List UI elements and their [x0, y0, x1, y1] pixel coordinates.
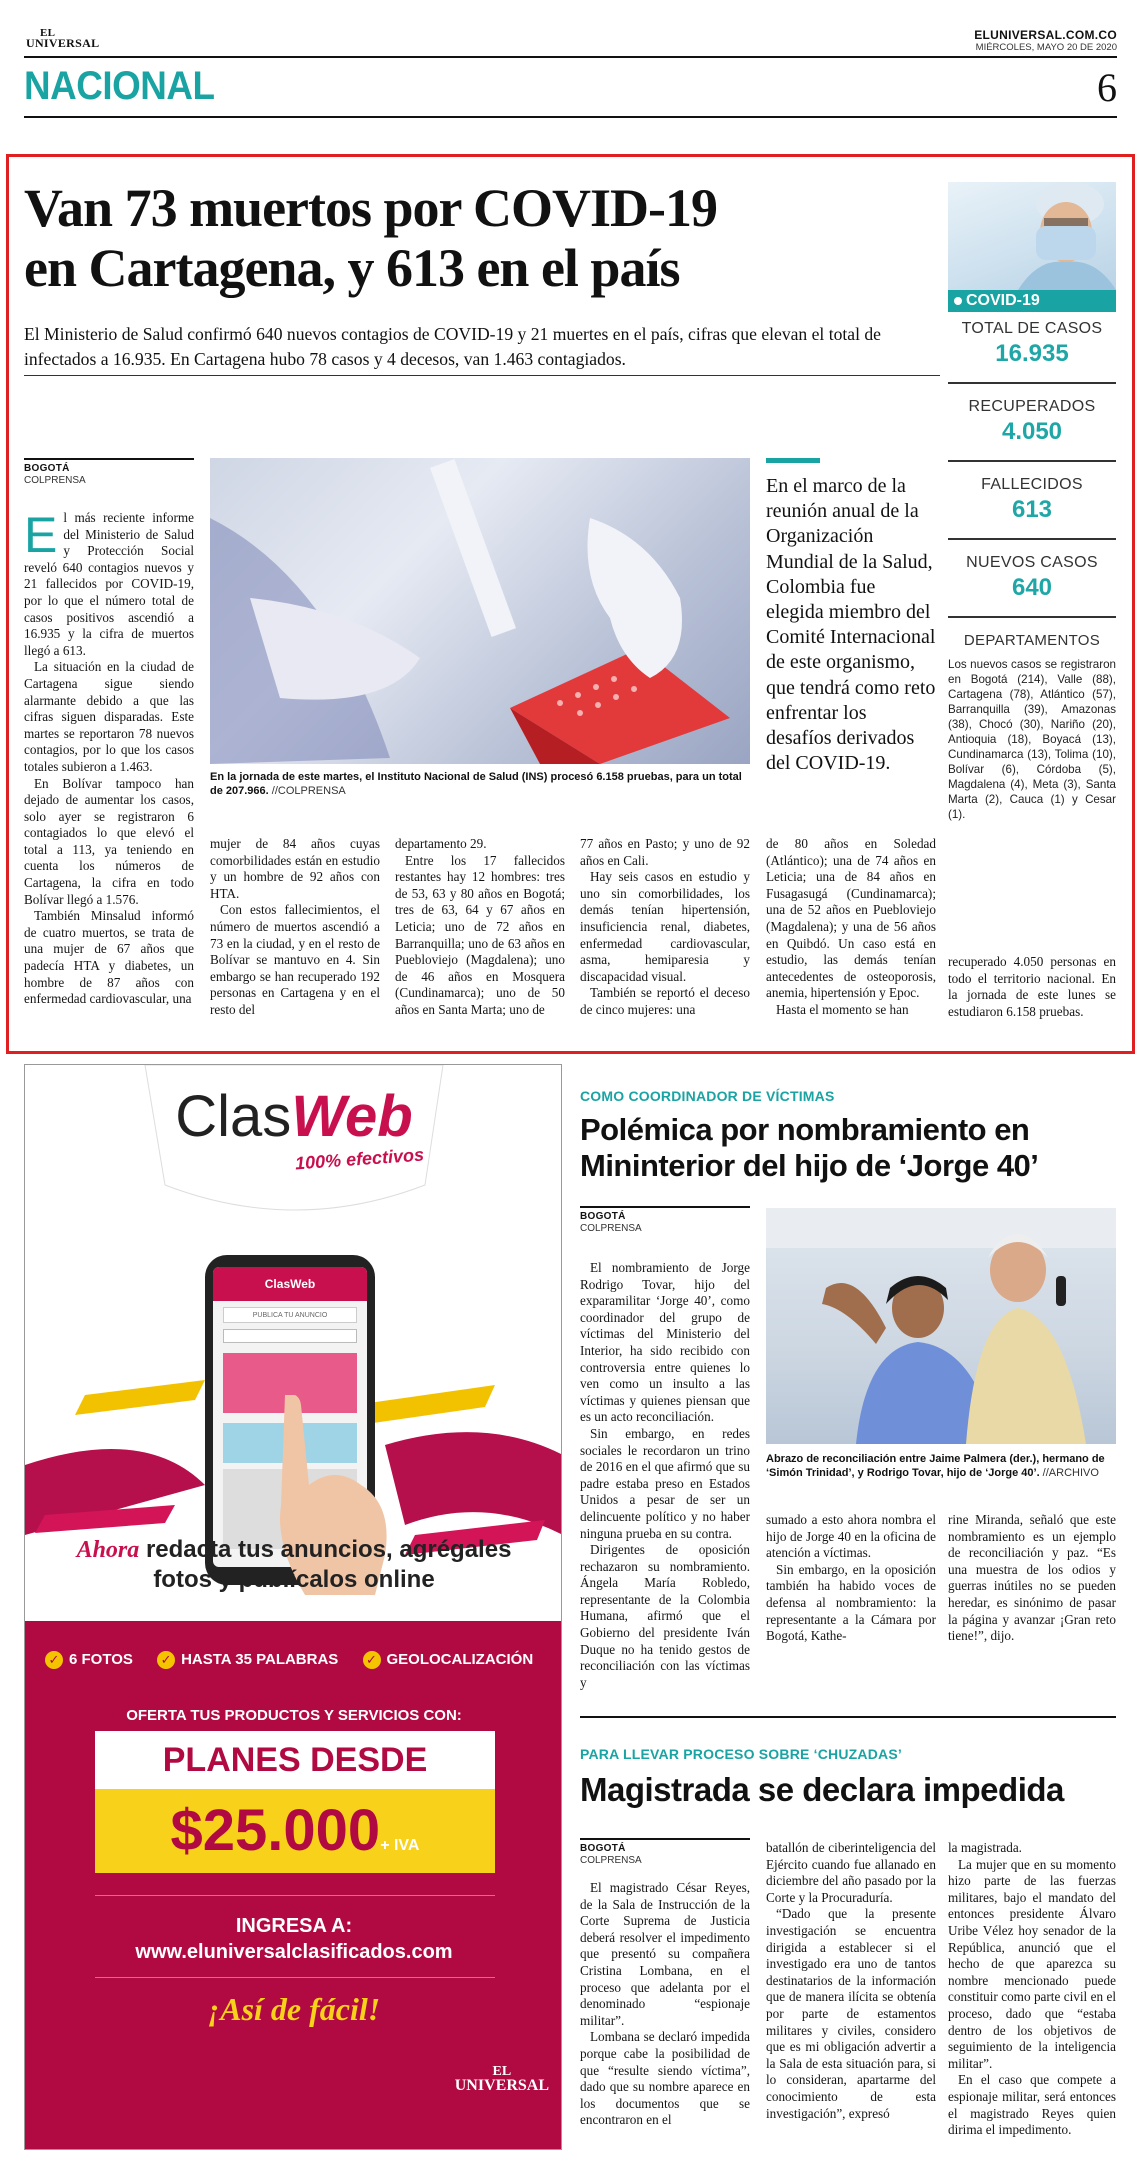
phone-publish-button: PUBLICA TU ANUNCIO — [223, 1307, 357, 1323]
drop-cap: E — [24, 507, 58, 563]
story3-kicker: PARA LLEVAR PROCESO SOBRE ‘CHUZADAS’ — [580, 1746, 902, 1762]
story2-col-2: sumado a esto ahora nombra el hijo de Jorge 40 en la oficina de atención a víctimas. Sin embargo, en la oposición también ha habido voces de defensa al nombramiento: la representante a la Cámara por Bogotá, Kathe- — [766, 1512, 936, 1644]
stat-total-cases: TOTAL DE CASOS 16.935 — [961, 320, 1103, 367]
section-title: NACIONAL — [24, 64, 215, 108]
story2-headline: Polémica por nombramiento en Mininterior del hijo de ‘Jorge 40’ — [580, 1112, 1039, 1183]
deck-rule — [24, 375, 940, 376]
ad-top — [25, 1065, 562, 1621]
pullquote-accent — [766, 458, 820, 463]
pullquote: En el marco de la reunión anual de la Organización Mundial de la Salud, Colombia fue elegida miembro del Comité Internacional de este organismo, que tendrá como reto enfrentar los desafíos derivados del COVID-19. — [766, 475, 936, 775]
section-rule — [24, 116, 1117, 118]
clasweb-ad[interactable] — [24, 1064, 562, 2150]
lab-photo — [210, 458, 750, 764]
main-col-5: de 80 años en Soledad (Atlántico); una de 74 años en Leticia; una de 84 años en Fusagasugá (Cundinamarca); una de 52 años en Puebloviejo (Magdalena); y una de 56 años en Quibdó. Un caso está en estudio, las demás tenían antecedentes de osteoporosis, anemia, hipertensión y Epoc. Hasta el momento se han — [766, 836, 936, 1017]
story3-col-3: la magistrada. La mujer que en su momento hizo parte de las fuerzas militares, bajo el mandato del entonces presidente Álvaro Uribe Vélez hoy senador de la República, anunció que el hecho de que aparezca su nombre mencionado puede constituir como parte civil en el proceso, dado que “estaba dentro de los objetivos de seguimiento de la inteligencia militar”. En el caso que compete a espionaje militar, será entonces el magistrado Reyes quien dirima el impedimento. — [948, 1840, 1116, 2138]
covid-sidebar — [948, 182, 1116, 1022]
masthead-site: ELUNIVERSAL.COM.CO — [974, 28, 1117, 42]
doctor-illustration — [948, 182, 1116, 290]
ad-features — [45, 1651, 545, 1669]
stat-rule — [948, 460, 1116, 462]
check-icon: ✓ — [363, 1651, 381, 1669]
stat-new-cases: NUEVOS CASOS 640 — [966, 554, 1098, 601]
story3-col-1: El magistrado César Reyes, de la Sala de Instrucción de la Corte Suprema de Justicia deberá resolver el impedimento que presentó su compañera Cristina Lombana, en el proceso que adelanta por el denominado “espionaje militar”. Lombana se declaró impedida porque cabe la posibilidad de que “resulte siendo víctima”, dado que su nombre aparece en los documentos que se encontraron en el — [580, 1880, 750, 2128]
main-deck: El Ministerio de Salud confirmó 640 nuevos contagios de COVID-19 y 21 muertes en el país, cifras que elevan el total de infectados a 16.935. En Cartagena hubo 78 casos y 4 decesos, van 1.463 contagiados. — [24, 324, 881, 369]
feature-geo: ✓ GEOLOCALIZACIÓN — [363, 1651, 534, 1668]
reconciliation-photo — [766, 1208, 1116, 1444]
ad-plans-box: PLANES DESDE — [95, 1731, 495, 1789]
main-col-2: mujer de 84 años cuyas comorbilidades están en estudio y un hombre de 92 años con HTA. Con estos fallecimientos, el número de muertos ascendió a 73 en la ciudad, y en el resto de Bolívar se mantuvo en 4. Sin embargo se han recuperado 192 personas en Cartagena y en el resto del — [210, 836, 380, 1017]
main-col-1: El más reciente informe del Ministerio de Salud y Protección Social reveló 640 contagios nuevos y 21 fallecidos por COVID-19, por lo que el número total de casos positivos ascendió a 16.935 y la cifra de muertos llegó a 613. La situación en la ciudad de Cartagena sigue siendo alarmante debido a que las cifras siguen disparadas. Este martes se reportaron 78 nuevos contagios, por lo que los casos totales subieron a 1.463. En Bolívar tampoco han dejado de aumentar los casos, solo ayer se registraron 6 contagiados lo que elevó el total a 113, ya teniendo en cuenta los números de Cartagena, la cifra en todo Bolívar llegó a 1.576. También Minsalud informó de cuatro muertos, se trata de una mujer de 67 años que padecía HTA y diabetes, un hombre de 87 años con enfermedad cardiovascular, una — [24, 507, 194, 1007]
departments-text: Los nuevos casos se registraron en Bogotá (214), Valle (88), Cartagena (78), Atlántico (57), Barranquilla (39), Amazonas (38), Chocó (30), Nariño (20), Antioquia (18), Boyacá (13), Cundinamarca (13), Tolima (10), Bolívar (6), Córdoba (5), Magdalena (4), Meta (3), Santa Marta (2), Cauca (1) y Cesar (1). — [948, 658, 1116, 821]
main-col-3: departamento 29. Entre los 17 fallecidos restantes hay 12 hombres: tres de 53, 63 y 80 años en Bogotá; tres de 63, 64 y 67 años en Leticia; uno de 72 años en Barranquilla; uno de 63 años en Puebloviejo (Magdalena); uno de 46 años en Mosquera (Cundinamarca); uno de 50 años en Santa Marta; uno de — [395, 836, 565, 1017]
phone-search-bar — [223, 1329, 357, 1343]
stat-recovered: RECUPERADOS 4.050 — [968, 398, 1096, 445]
ad-url[interactable]: www.eluniversalclasificados.com — [135, 1941, 453, 1963]
story3-headline: Magistrada se declara impedida — [580, 1771, 1064, 1808]
doctor-photo — [948, 182, 1116, 290]
phone-header: ClasWeb — [213, 1267, 367, 1301]
stat-rule — [948, 616, 1116, 618]
stat-deceased: FALLECIDOS 613 — [981, 476, 1083, 523]
feature-photos: ✓ 6 FOTOS — [45, 1651, 133, 1668]
ad-eluniversal-logo: EL UNIVERSAL — [454, 2064, 549, 2094]
clasweb-logo: ClasWeb — [175, 1084, 413, 1149]
main-dateline: BOGOTÁ COLPRENSA — [24, 458, 194, 487]
reconciliation-caption: Abrazo de reconciliación entre Jaime Palmera (der.), hermano de ‘Simón Trinidad’, y Rodrigo Tovar, hijo de ‘Jorge 40’. //ARCHIVO — [766, 1453, 1105, 1479]
reconciliation-illustration — [766, 1208, 1116, 1444]
check-icon: ✓ — [45, 1651, 63, 1669]
stat-rule — [948, 538, 1116, 540]
story2-col-1: El nombramiento de Jorge Rodrigo Tovar, hijo del exparamilitar ‘Jorge 40’, como coordinador del grupo de víctimas del Ministerio del Interior, ha sido recibido con controversia entre quienes lo ven como un insulto a las víctimas y quienes piensan que es un acto reconciliación. Sin embargo, en redes sociales le recordaron un trino de 2016 en el que afirmó que su padre estaba preso en Estados Unidos a pesar de ser un delincuente político y no haber ninguna prueba en su contra. Dirigentes de oposición rechazaron su nombramiento. Ángela María Robledo, representante de la Colombia Humana, afirmó que el Gobierno del presidente Iván Duque no ha tenido gestos de reconciliación con las víctimas y — [580, 1260, 750, 1690]
story3-col-2: batallón de ciberinteligencia del Ejército cuando fue allanado en diciembre del año pasado por la Corte y la Procuraduría. “Dado que la presente investigación se encuentra dirigida a establecer si el investigado era uno de tantos destinatarios de la información que de manera ilícita se obtenía por parte de estamentos militares y civiles, considero que es mi obligación advertir a la Sala de esta situación para, si lo consideran, apartarme del conocimiento de esta investigación”, expresó — [766, 1840, 936, 2121]
ad-price-box: $25.000+ IVA — [95, 1789, 495, 1873]
main-headline: Van 73 muertos por COVID-19 en Cartagena, y 613 en el país — [24, 178, 718, 298]
covid-tag: COVID-19 — [948, 290, 1116, 312]
story-divider — [580, 1716, 1116, 1718]
ad-slogan: Ahora redacta tus anuncios, agrégales fotos y publícalos online — [76, 1536, 512, 1593]
lab-photo-caption: En la jornada de este martes, el Instituto Nacional de Salud (INS) procesó 6.158 pruebas, para un total de 207.966. //COLPRENSA — [210, 771, 742, 797]
page-number: 6 — [1097, 65, 1117, 110]
lab-illustration — [210, 458, 750, 764]
ad-bottom — [25, 1621, 562, 2150]
ad-easy: ¡Así de fácil! — [207, 1991, 381, 2027]
main-col-4: 77 años en Pasto; y uno de 92 años en Cali. Hay seis casos en estudio y uno sin comorbilidades, los demás tenían hipertensión, insuficiencia renal, diabetes, enfermedad cardiovascular, asma, hemiparesia y discapacidad visual. También se reportó el deceso de cinco mujeres: una — [580, 836, 750, 1017]
ad-offer-line: OFERTA TUS PRODUCTOS Y SERVICIOS CON: — [126, 1707, 462, 1724]
ad-divider — [95, 1977, 495, 1978]
departments-title: DEPARTAMENTOS — [963, 632, 1101, 649]
masthead-logo: EL UNIVERSAL — [26, 27, 100, 50]
main-col-6: recuperado 4.050 personas en todo el territorio nacional. En la jornada de este lunes se estudiaron 6.158 pruebas. — [948, 954, 1116, 1019]
ad-enter-label: INGRESA A: — [235, 1915, 353, 1937]
check-icon: ✓ — [157, 1651, 175, 1669]
masthead-date: MIÉRCOLES, MAYO 20 DE 2020 — [975, 42, 1117, 53]
stat-rule — [948, 382, 1116, 384]
ad-divider — [95, 1895, 495, 1896]
clasweb-tagline: 100% efectivos — [294, 1144, 425, 1174]
story2-dateline: BOGOTÁ COLPRENSA — [580, 1206, 750, 1235]
masthead — [24, 26, 1117, 58]
dot-icon — [954, 297, 962, 305]
story3-dateline: BOGOTÁ COLPRENSA — [580, 1838, 750, 1867]
story2-kicker: COMO COORDINADOR DE VÍCTIMAS — [580, 1088, 835, 1104]
feature-words: ✓ HASTA 35 PALABRAS — [157, 1651, 338, 1668]
story2-col-3: rine Miranda, señaló que este nombramiento es un ejemplo de reconciliación y paz. “Es una muestra de los odios y guerras inútiles no se pueden heredar, es sinónimo de pasar la página y avanzar ¡Gran reto tiene!”, dijo. — [948, 1512, 1116, 1644]
